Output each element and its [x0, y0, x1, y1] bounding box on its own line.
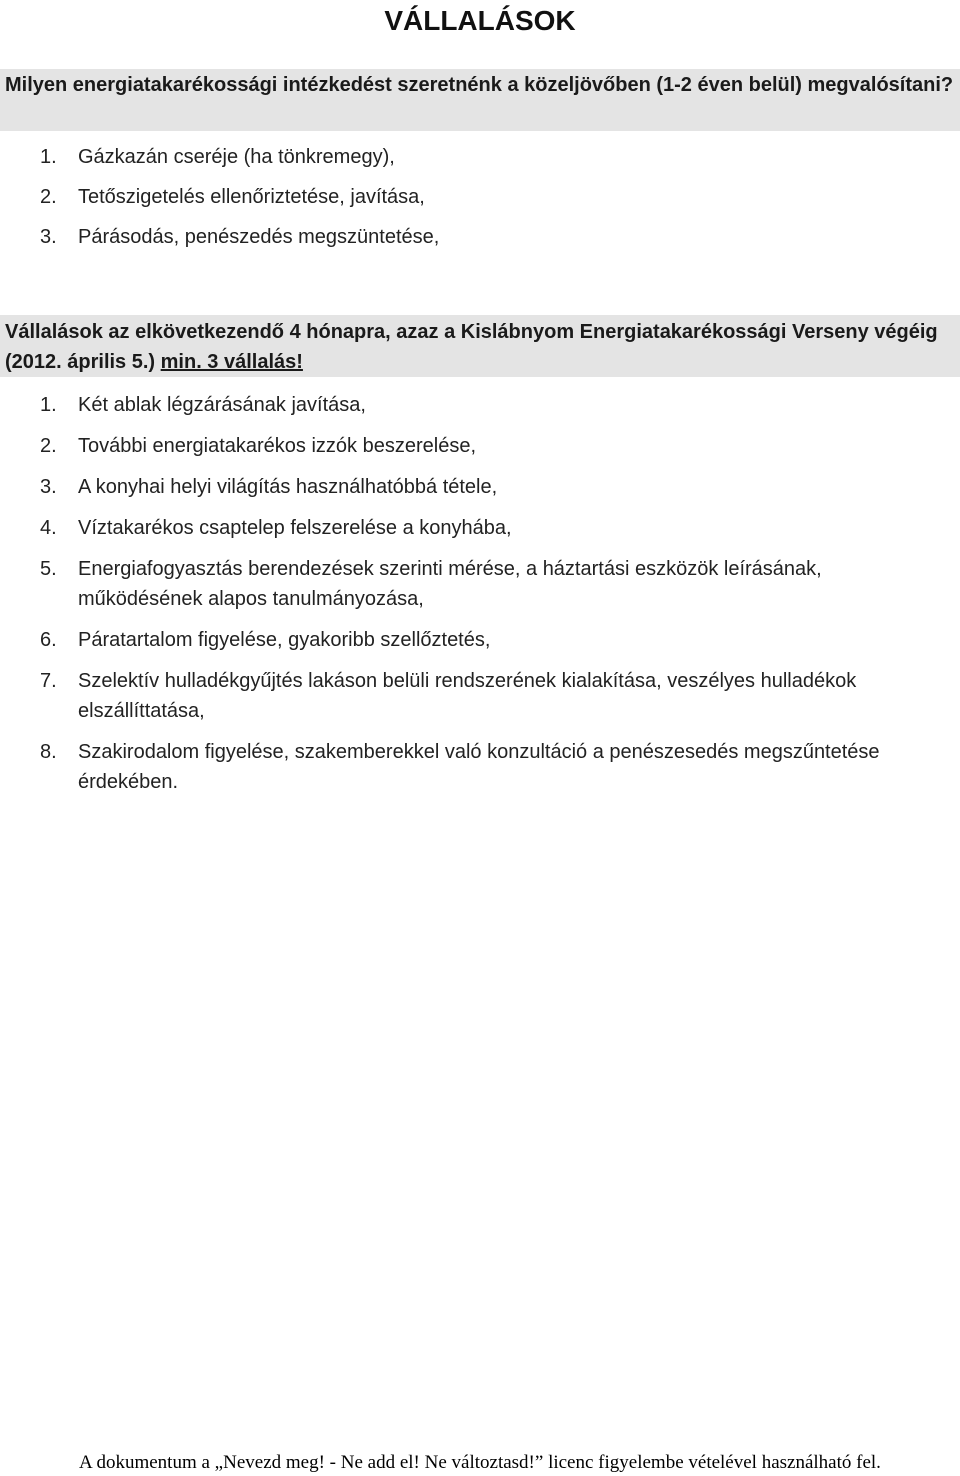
list-item — [0, 472, 960, 502]
item-number: 3. — [40, 226, 57, 248]
question-heading — [0, 69, 960, 131]
item-text: Tetőszigetelés ellenőriztetése, javítása, — [78, 186, 425, 208]
list-item — [0, 182, 960, 222]
item-number: 8. — [40, 741, 57, 763]
item-text: Párásodás, penészedés megszüntetése, — [78, 226, 440, 248]
item-number: 1. — [40, 394, 57, 416]
list-item — [0, 625, 960, 655]
commitments-heading-main: Vállalások az elkövetkezendő 4 hónapra, azaz a Kislábnyom Energiatakarékossági Verseny végéig (2012. április 5.) — [5, 321, 938, 373]
list-item — [0, 390, 960, 420]
list-item — [0, 737, 960, 797]
question-text: Milyen energiatakarékossági intézkedést szeretnénk a közeljövőben (1-2 éven belül) megvalósítani? — [5, 74, 954, 96]
item-text: Szelektív hulladékgyűjtés lakáson belüli rendszerének kialakítása, veszélyes hulladékok elszállíttatása, — [78, 670, 857, 722]
commitments-heading — [0, 315, 960, 377]
commitments-heading-text — [5, 321, 938, 373]
license-footer: A dokumentum a „Nevezd meg! - Ne add el! Ne változtasd!” licenc figyelembe vételével használható fel. — [79, 1452, 881, 1473]
item-number: 2. — [40, 186, 57, 208]
item-text: Páratartalom figyelése, gyakoribb szellőztetés, — [78, 629, 491, 651]
item-number: 2. — [40, 435, 57, 457]
item-text: További energiatakarékos izzók beszerelése, — [78, 435, 476, 457]
planned-measures-list — [0, 142, 960, 262]
item-number: 5. — [40, 558, 57, 580]
list-item — [0, 222, 960, 262]
list-item — [0, 513, 960, 543]
list-item — [0, 142, 960, 182]
item-text: A konyhai helyi világítás használhatóbbá tétele, — [78, 476, 498, 498]
item-number: 6. — [40, 629, 57, 651]
list-item — [0, 666, 960, 726]
item-text: Gázkazán cseréje (ha tönkremegy), — [78, 146, 395, 168]
item-text: Szakirodalom figyelése, szakemberekkel való konzultáció a penészesedés megszűntetése érdekében. — [78, 741, 880, 793]
item-number: 4. — [40, 517, 57, 539]
item-text: Két ablak légzárásának javítása, — [78, 394, 366, 416]
page-title: VÁLLALÁSOK — [384, 5, 576, 36]
item-number: 7. — [40, 670, 57, 692]
item-text: Energiafogyasztás berendezések szerinti mérése, a háztartási eszközök leírásának, működésének alapos tanulmányozása, — [78, 558, 822, 610]
commitments-minimum-note: min. 3 vállalás! — [160, 351, 303, 373]
list-item — [0, 431, 960, 461]
list-item — [0, 554, 960, 614]
item-number: 1. — [40, 146, 57, 168]
item-number: 3. — [40, 476, 57, 498]
commitments-list — [0, 390, 960, 808]
item-text: Víztakarékos csaptelep felszerelése a konyhába, — [78, 517, 512, 539]
